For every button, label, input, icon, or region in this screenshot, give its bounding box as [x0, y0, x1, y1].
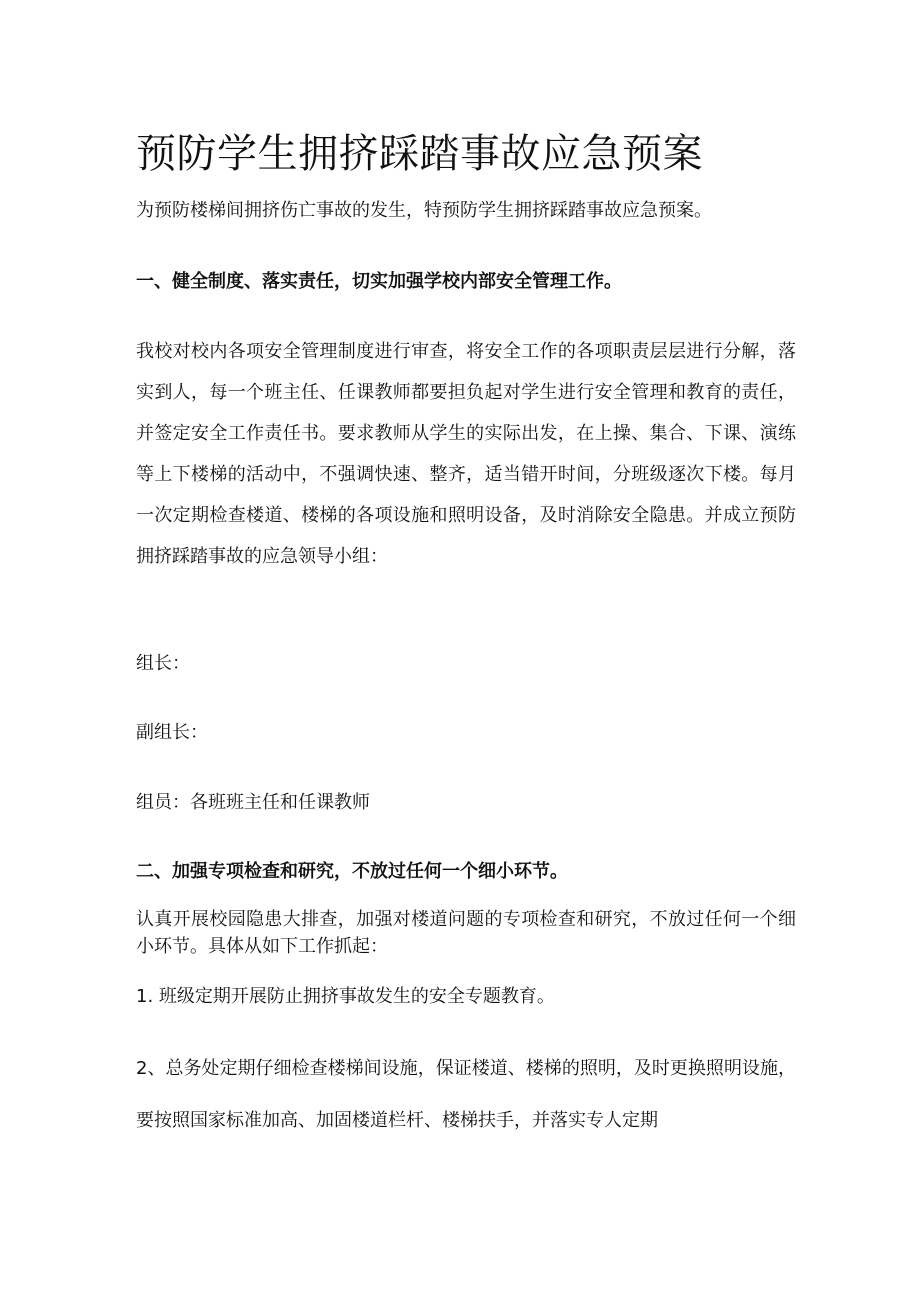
section1-paragraph: 我校对校内各项安全管理制度进行审查，将安全工作的各项职责层层进行分解，落实到人，每一个班主任、任课教师都要担负起对学生进行安全管理和教育的责任，并签定安全工作责任书。要求教师从学生的实际出发，在上操、集合、下课、演练等上下楼梯的活动中，不强调快速、整齐，适当错开时间，分班级逐次下楼。每月一次定期检查楼道、楼梯的各项设施和照明设备，及时消除安全隐患。并成立预防拥挤踩踏事故的应急领导小组：: [136, 341, 796, 567]
section2-heading: 二、加强专项检查和研究，不放过任何一个细小环节。: [136, 861, 568, 882]
intro-paragraph: 为预防楼梯间拥挤伤亡事故的发生，特预防学生拥挤踩踏事故应急预案。: [136, 200, 712, 221]
deputy-leader-line: 副组长：: [136, 722, 208, 743]
leader-line: 组长：: [136, 653, 190, 674]
list-item-2: 2、总务处定期仔细检查楼梯间设施，保证楼道、楼梯的照明，及时更换照明设施，要按照国家标准加高、加固楼道栏杆、楼梯扶手，并落实专人定期: [136, 1058, 796, 1131]
document-title: 预防学生拥挤踩踏事故应急预案: [136, 131, 703, 177]
list-item-1: 1. 班级定期开展防止拥挤事故发生的安全专题教育。: [136, 986, 555, 1007]
members-line: 组员：各班班主任和任课教师: [136, 792, 370, 813]
section1-heading: 一、健全制度、落实责任，切实加强学校内部安全管理工作。: [136, 271, 622, 292]
section2-paragraph: 认真开展校园隐患大排查，加强对楼道问题的专项检查和研究，不放过任何一个细小环节。具体从如下工作抓起：: [136, 909, 796, 957]
